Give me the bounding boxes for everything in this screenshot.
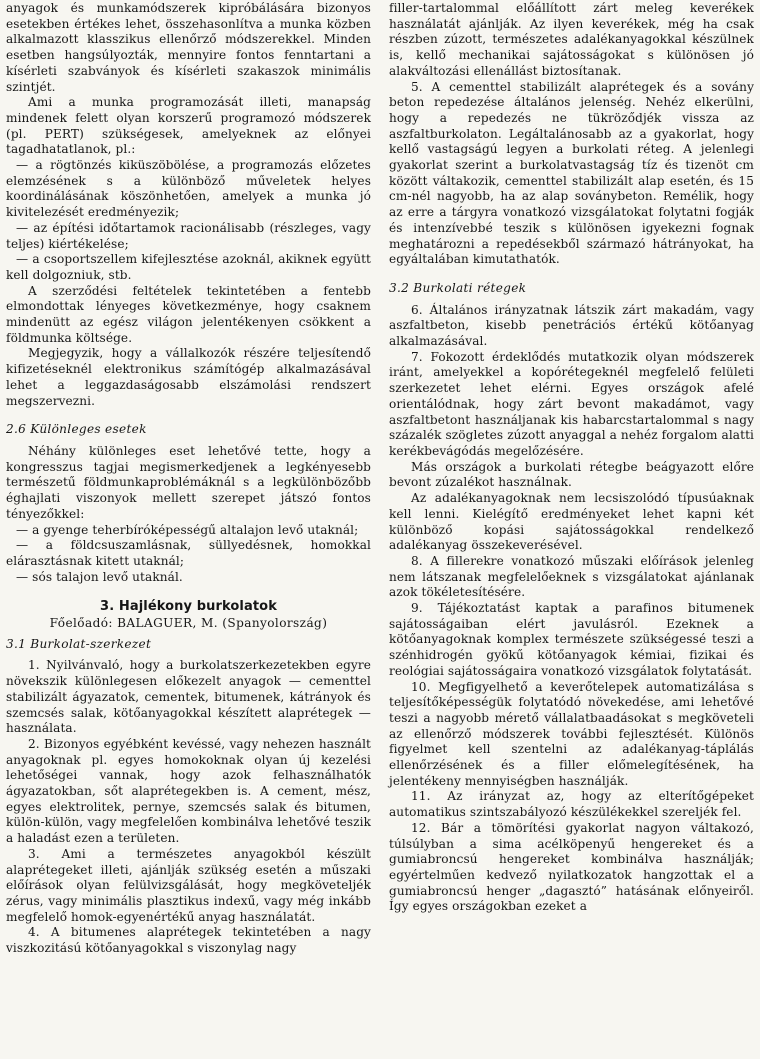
paragraph: 10. Megfigyelhető a keverőtelepek automatizálása s teljesítőképességük folytatódó növekedése, ami lehetővé teszi a nagyobb mérető vállalatbaadásokat s megköveteli az ellenőrző módszerek további fejlesztését. Különös figyelmet kell szentelni az adalékanyag-táplálás ellenőrzésének és a filler előmelegítésének, ha jelentékeny mennyiségben használják. <box>389 679 754 788</box>
paragraph: Ami a munka programozását illeti, manapság mindenek felett olyan korszerű programozó módszerek (pl. PERT) szükségesek, amelyeknek az előnyei tagadhatatlanok, pl.: <box>6 95 371 157</box>
paragraph: 2. Bizonyos egyébként kevéssé, vagy nehezen használt anyagoknak pl. egyes homokoknak olyan új kezelési lehetőségei vannak, hogy azok felhasználhatók ágyazatokban, sőt alaprétegekben is. A cement, mész, egyes elektrolitek, pernye, szemcsés salak és bitumen, külön-külön, vagy megfelelően kombinálva lehetővé teszik a haladást ezen a területen. <box>6 736 371 846</box>
paragraph: — a földcsuszamlásnak, süllyedésnek, homokkal elárasztásnak kitett utaknál; <box>6 538 371 568</box>
paragraph: 9. Tájékoztatást kaptak a parafinos bitumenek sajátosságaiban elért javulásról. Ezeknek a kötőanyagoknak komplex természete szükségessé teszi a szénhidrogén gyökű kötőanyagok kémiai, fizikai és reológiai sajátosságaira vonatkozó vizsgálatok folytatását. <box>389 601 754 678</box>
paragraph: 11. Az irányzat az, hogy az elterítőgépeket automatikus szintszabályozó készülékekkel szereljék fel. <box>389 789 754 820</box>
paragraph: 6. Általános irányzatnak látszik zárt makadám, vagy aszfaltbeton, kisebb penetrációs értékű kötőanyag alkalmazásával. <box>389 302 754 349</box>
paragraph: — a gyenge teherbíróképességű altalajon levő utaknál; <box>16 522 359 537</box>
paragraph: — az építési időtartamok racionálisabb (részleges, vagy teljes) kiértékelése; <box>6 220 371 251</box>
paragraph: Megjegyzik, hogy a vállalkozók részére teljesítendő kifizetéseknél elektronikus számítógép alkalmazásával lehet a leggazdaságosabb elszámolási rendszert megszervezni. <box>6 346 371 408</box>
paragraph: 3. Ami a természetes anyagokból készült alaprétegeket illeti, ajánlják szükség esetén a műszaki előírások olyan felülvizsgálását, hogy megköveteljék zérus, vagy minimális plasztikus indexű, vagy még inkább megfelelő homok-egyenértékű anyag használatát. <box>6 846 371 924</box>
section-2-6-body <box>6 444 371 585</box>
paragraph: 4. A bitumenes alaprétegek tekintetében a nagy viszkozitású kötőanyagokkal s viszonylag nagy <box>6 925 371 956</box>
paragraph: 8. A fillerekre vonatkozó műszaki előírások jelenleg nem látszanak megfelelőeknek s vizsgálatokat ajánlanak azok tökéletesítésére. <box>389 553 754 600</box>
section-3-2-body <box>389 303 754 915</box>
paragraph: — a rögtönzés kiküszöbölése, a programozás előzetes elemzésének s a különböző műveletek helyes koordinálásának köszönhetően, amelyek a munka jó kivitelezését eredményezik; <box>6 158 371 220</box>
section-heading-3-2: 3.2 Burkolati rétegek <box>389 280 527 295</box>
chapter-title: 3. Hajlékony burkolatok <box>100 599 277 615</box>
paragraph: Néhány különleges eset lehetővé tette, hogy a kongresszus tagjai megismerkedjenek a legkényesebb természetű földmunkaproblémáknál s a legkülönbözőbb éghajlati viszonyok mellett szerepet játszó fontos tényezőkkel: <box>6 443 371 521</box>
left-column <box>6 1 380 1059</box>
paragraph: 7. Fokozott érdeklődés mutatkozik olyan módszerek iránt, amelyekkel a kopórétegeknél megfelelő felületi szerkezetet lehet elérni. Egyes országok afelé orientálódnak, hogy zárt bevont makadámot, vagy aszfaltbetont használjanak kis habarcstartalommal s nagy százalék szögletes zúzott anyaggal a nehéz forgalom alatti kerékbevágódás megelőzésére. <box>389 349 754 458</box>
paragraph: — a csoportszellem kifejlesztése azoknál, akiknek együtt kell dolgozniuk, stb. <box>6 252 371 282</box>
right-top-paragraphs <box>389 1 754 268</box>
right-column <box>380 1 754 1059</box>
section-heading-2-6: 2.6 Különleges esetek <box>6 422 147 437</box>
chapter-rapporteur: Főelőadó: BALAGUER, M. (Spanyolország) <box>49 616 328 631</box>
paragraph: anyagok és munkamódszerek kipróbálására bizonyos esetekben értékes lehet, összehasonlítva a munka közben alkalmazott klasszikus ellenőrző módszerekkel. Minden esetben hangsúlyozták, mennyire fontos fenntartani a kísérleti szabványok és kísérleti szakaszok minimális szintjét. <box>6 1 371 94</box>
section-3-1-body <box>6 658 371 956</box>
paragraph: 1. Nyilvánvaló, hogy a burkolatszerkezetekben egyre növekszik különlegesen előkezelt anyagok — cementtel stabilizált ágyazatok, cementek, bitumenek, kátrányok és szemcsés salak, kötőanyagokkal készített alaprétegek — használata. <box>6 658 371 736</box>
paragraph: 5. A cementtel stabilizált alaprétegek és a sovány beton repedezése általános jelenség. Nehéz elkerülni, hogy a repedezés ne tükröződjék vissza az aszfaltburkolaton. Legáltalánosabb az a gyakorlat, hogy kellő vastagságú legyen a burkolati réteg. A jelenlegi gyakorlat szerint a burkolatvastagság tíz és tizenöt cm között váltakozik, cementtel stabilizált alap esetén, és 15 cm-nél nagyobb, ha az alap soványbeton. Remélik, hogy az erre a tárgyra vonatkozó vizsgálatokat folytatni fogják és intenzívebbé teszik s különösen igyekezni fognak meghatározni a repedésekből származó hátrányokat, ha egyáltalában kimutathatók. <box>389 79 754 267</box>
paragraph: Más országok a burkolati rétegbe beágyazott előre bevont zúzalékot használnak. <box>389 459 754 490</box>
paragraph: — sós talajon levő utaknál. <box>16 569 183 584</box>
section-heading-3-1: 3.1 Burkolat-szerkezet <box>6 636 152 651</box>
paragraph: Az adalékanyagoknak nem lecsiszolódó típusúaknak kell lenni. Kielégítő eredményeket lehet kapni két különböző kopási sajátosságokkal rendelkező adalékanyag összekeverésével. <box>389 491 754 553</box>
paragraph: 12. Bár a tömörítési gyakorlat nagyon váltakozó, túlsúlyban a sima acélköpenyű hengereket és a gumiabroncsú hengereket kombinálva használják; egyértelműen kedvező nyilatkozatok hangzottak el a gumiabroncsú henger „dagasztó” hatásának előnyeiről. Így egyes országokban ezeket a <box>389 820 754 914</box>
paragraph: filler-tartalommal előállított zárt meleg keverékek használatát ajánlják. Az ilyen keverékek, még ha csak részben zúzott, természetes adalékanyagokkal készülnek is, kellő mechanikai sajátosságokat s különösen jó alakváltozási ellenállást biztosítanak. <box>389 1 754 78</box>
paragraph: A szerződési feltételek tekintetében a fentebb elmondottak lényeges következménye, hogy csaknem mindenütt az egész világon jelentékenyen csökkent a földmunka költsége. <box>6 283 371 345</box>
left-top-paragraphs <box>6 1 371 409</box>
